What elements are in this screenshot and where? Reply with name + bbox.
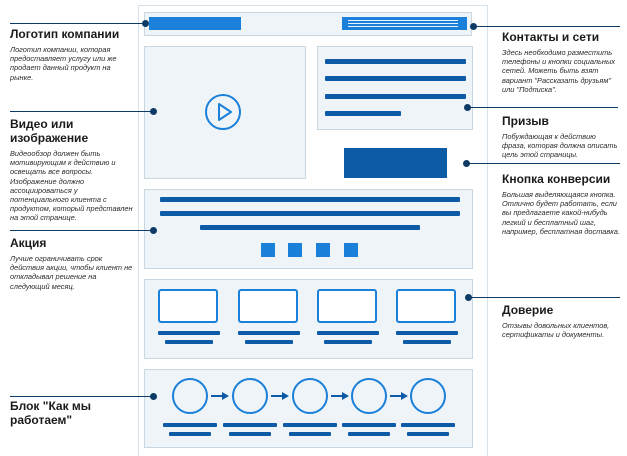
connector-cta [468,107,618,108]
trust-card [238,289,298,323]
annotation-video-desc: Видеообзор должен быть мотивирующим к действию и освещать все вопросы. Изображение должно ассоциироваться у потенциального клиента с продуктом, который представлен на этой странице. [10,149,133,223]
connector-conversion [467,163,620,164]
trust-caption-line [317,331,379,335]
connector-dot [142,20,149,27]
annotation-promo [10,236,135,291]
annotation-cta-desc: Побуждающая к действию фраза, которая должна описать цель этой страницы. [502,132,618,160]
annotation-trust-title: Доверие [502,303,554,317]
step-circle [292,378,328,414]
cta-line [325,59,466,64]
step-caption-line [163,423,217,427]
connector-contacts [474,26,620,27]
countdown-square [261,243,275,257]
annotation-video [10,117,135,223]
contacts-block [342,17,467,30]
countdown-square [316,243,330,257]
step-circle [410,378,446,414]
step-caption-line [223,423,277,427]
connector-trust [469,297,620,298]
annotation-logo [10,27,135,82]
annotation-conversion-title: Кнопка конверсии [502,172,611,186]
trust-card [317,289,377,323]
step-caption-line [289,432,331,436]
annotation-promo-title: Акция [10,236,47,250]
trust-caption-line [324,340,372,344]
annotation-conversion [502,172,620,236]
trust-caption-line [238,331,300,335]
arrow-right-icon [330,391,350,401]
trust-caption-line [396,331,458,335]
step-circle [172,378,208,414]
step-caption-line [342,423,396,427]
annotation-cta [502,114,620,160]
trust-caption-line [165,340,213,344]
step-caption-line [348,432,390,436]
annotation-how-we-work-title: Блок "Как мы работаем" [10,399,92,427]
play-icon[interactable] [204,93,242,131]
step-caption-line [229,432,271,436]
step-caption-line [283,423,337,427]
annotation-cta-title: Призыв [502,114,549,128]
annotation-contacts-desc: Здесь необходимо разместить телефоны и кнопки социальных сетей. Можеть быть взят вариант "Рассказать друзьям" или "Подписка". [502,48,616,94]
arrow-right-icon [389,391,409,401]
connector-dot [150,227,157,234]
step-caption-line [169,432,211,436]
connector-dot [150,393,157,400]
step-circle [351,378,387,414]
step-circle [232,378,268,414]
countdown-square [344,243,358,257]
trust-caption-line [245,340,293,344]
arrow-right-icon [270,391,290,401]
cta-line [325,76,466,81]
annotation-contacts-title: Контакты и сети [502,30,600,44]
connector-logo [10,23,146,24]
step-caption-line [401,423,455,427]
annotation-how-we-work [10,399,135,431]
step-caption-line [407,432,449,436]
arrow-right-icon [210,391,230,401]
trust-caption-line [403,340,451,344]
connector-dot [150,108,157,115]
trust-caption-line [158,331,220,335]
cta-line [325,111,401,116]
annotation-trust-desc: Отзывы довольных клиентов, сертификаты и документы. [502,321,610,340]
logo-block [149,17,241,30]
promo-line [200,225,420,230]
annotation-contacts [502,30,620,94]
annotation-logo-desc: Логотип компании, которая предоставляет услугу или же продает данный продукт на рынке. [10,45,117,82]
trust-card [158,289,218,323]
annotation-conversion-desc: Большая выделяющаяся кнопка. Отлично будет работать, если вы предлагаете какой-нибудь легкий и бесплатный шаг, например, бесплатная доставка. [502,190,620,236]
annotation-trust [502,303,620,339]
connector-promo [10,230,154,231]
cta-line [325,94,466,99]
annotation-promo-desc: Лучше ограничивать срок действия акции, чтобы клиент не откладывал решение на следующий месяц. [10,254,133,291]
connector-video [10,111,154,112]
annotation-video-title: Видео или изображение [10,117,89,145]
trust-card [396,289,456,323]
promo-line [160,197,460,202]
conversion-button[interactable] [344,148,447,178]
annotation-logo-title: Логотип компании [10,27,120,41]
connector-how-we-work [10,396,154,397]
countdown-square [288,243,302,257]
promo-line [160,211,460,216]
